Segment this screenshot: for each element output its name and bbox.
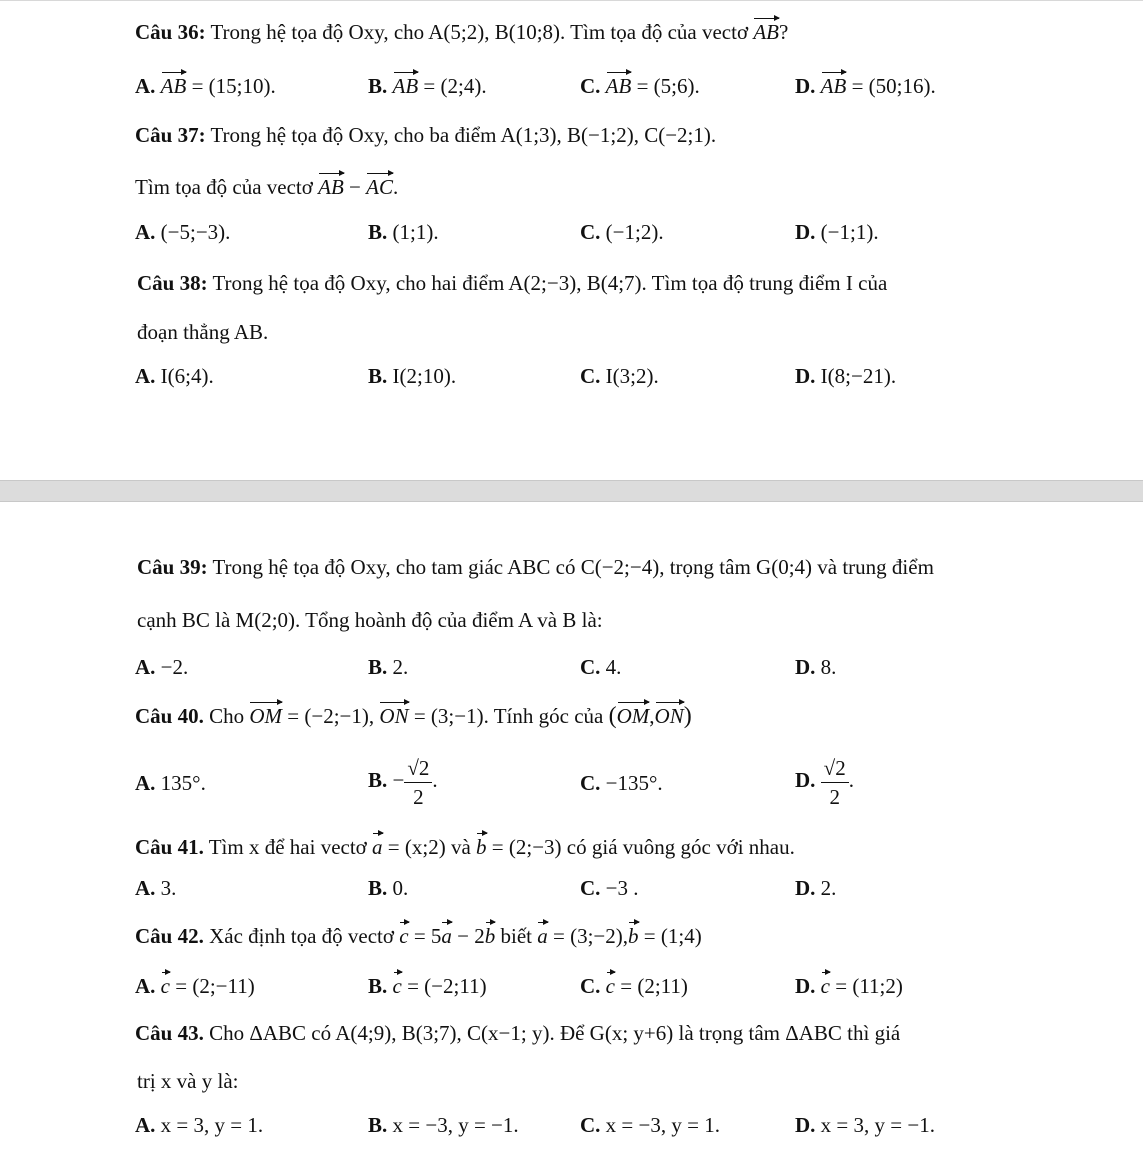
q43-option-b[interactable] (368, 1112, 519, 1138)
q37-text2: Tìm tọa độ của vectơ (135, 175, 313, 199)
q40-om-value: = (−2;−1), (287, 704, 375, 728)
q40-option-c[interactable] (580, 770, 663, 796)
option-vector: AB (161, 71, 187, 99)
option-letter: C. (580, 876, 601, 900)
option-value: (−1;1). (820, 220, 879, 244)
q43-text: Cho ΔABC có A(4;9), B(3;7), C(x−1; y). Để G(x; y+6) là trọng tâm ΔABC thì giá (209, 1021, 901, 1045)
option-vector: c (393, 971, 402, 999)
fraction-numerator: √2 (821, 754, 849, 783)
q41-option-c[interactable] (580, 875, 639, 901)
option-letter: D. (795, 768, 816, 792)
option-letter: D. (795, 1113, 816, 1137)
option-letter: C. (580, 364, 601, 388)
q37-vector-ac: AC (366, 172, 393, 200)
option-value: 0. (392, 876, 409, 900)
q42-given-b: b (628, 921, 639, 949)
option-value: = (50;16). (851, 74, 936, 98)
option-letter: C. (580, 74, 601, 98)
option-vector: c (821, 971, 830, 999)
q41-stem (135, 832, 795, 860)
option-value: 4. (605, 655, 622, 679)
option-value: = (11;2) (835, 974, 903, 998)
option-letter: D. (795, 74, 816, 98)
q37-stem (135, 122, 716, 148)
q42-vector-c: c (399, 921, 408, 949)
option-value: = (2;−11) (175, 974, 255, 998)
q42-given-a: a (537, 921, 548, 949)
q40-vector-om: OM (249, 701, 282, 729)
q43-option-c[interactable] (580, 1112, 720, 1138)
option-letter: D. (795, 220, 816, 244)
q40-option-b[interactable] (368, 750, 438, 811)
option-letter: B. (368, 974, 388, 998)
q38-text2: đoạn thẳng AB. (137, 320, 269, 344)
q36-option-a[interactable] (135, 71, 276, 99)
option-letter: A. (135, 655, 156, 679)
q42-stem (135, 921, 702, 949)
q42-text-pre: Xác định tọa độ vectơ (209, 924, 394, 948)
option-letter: D. (795, 876, 816, 900)
q36-target-vector: AB (753, 17, 779, 45)
q40-angle-close: ) (683, 703, 692, 729)
q40-angle-open: ( (608, 703, 617, 729)
q37-stem-2 (135, 172, 398, 200)
q42-eq1: = 5 (413, 924, 442, 948)
q41-vector-b: b (476, 832, 487, 860)
q38-stem (137, 270, 887, 296)
option-value: x = −3, y = −1. (392, 1113, 519, 1137)
option-letter: B. (368, 1113, 388, 1137)
option-value: (−1;2). (605, 220, 664, 244)
q41-text-pre: Tìm x để hai vectơ (208, 835, 367, 859)
q42-b-value: = (1;4) (643, 924, 702, 948)
q38-option-b[interactable] (368, 363, 456, 389)
q36-text: Trong hệ tọa độ Oxy, cho A(5;2), B(10;8). Tìm tọa độ của vectơ (210, 20, 749, 44)
q41-conj: và (450, 835, 471, 859)
q37-label: Câu 37: (135, 123, 206, 147)
option-value: 3. (160, 876, 177, 900)
q37-end: . (392, 175, 399, 199)
q41-option-d[interactable] (795, 875, 836, 901)
option-letter: A. (135, 364, 156, 388)
option-value: −3 . (605, 876, 639, 900)
option-fraction (404, 754, 432, 811)
option-value: = (5;6). (636, 74, 700, 98)
fraction-denominator: 2 (413, 784, 424, 809)
option-letter: B. (368, 74, 388, 98)
q40-stem (135, 701, 692, 729)
q42-mid: biết (500, 924, 533, 948)
option-value: I(2;10). (392, 364, 457, 388)
option-sign: − (392, 768, 405, 792)
q37-text: Trong hệ tọa độ Oxy, cho ba điểm A(1;3), B(−1;2), C(−2;1). (210, 123, 717, 147)
option-letter: C. (580, 220, 601, 244)
q41-option-b[interactable] (368, 875, 408, 901)
option-value: I(8;−21). (820, 364, 897, 388)
option-value: (−5;−3). (160, 220, 231, 244)
option-value: I(3;2). (605, 364, 659, 388)
q40-text-pre: Cho (209, 704, 245, 728)
q42-vector-a: a (441, 921, 452, 949)
q42-option-b[interactable] (368, 971, 487, 999)
q39-option-a[interactable] (135, 654, 188, 680)
q40-vector-on: ON (379, 701, 408, 729)
q43-stem (135, 1020, 900, 1046)
q40-option-d[interactable] (795, 750, 854, 811)
q38-stem-2 (137, 319, 268, 345)
fraction-denominator: 2 (829, 784, 840, 809)
q42-eq2: − 2 (451, 924, 485, 948)
option-letter: C. (580, 771, 601, 795)
option-end: . (432, 768, 438, 792)
q37-option-c[interactable] (580, 219, 664, 245)
option-value: x = 3, y = −1. (820, 1113, 935, 1137)
option-value: = (2;4). (423, 74, 487, 98)
q36-option-d[interactable] (795, 71, 936, 99)
option-letter: A. (135, 771, 156, 795)
q38-text: Trong hệ tọa độ Oxy, cho hai điểm A(2;−3), B(4;7). Tìm tọa độ trung điểm I của (212, 271, 888, 295)
option-value: x = −3, y = 1. (605, 1113, 720, 1137)
q37-minus: − (343, 175, 367, 199)
q36-stem (135, 17, 788, 45)
q41-option-a[interactable] (135, 875, 176, 901)
q40-option-a[interactable] (135, 770, 206, 796)
q39-option-b[interactable] (368, 654, 408, 680)
option-end: . (848, 768, 854, 792)
option-letter: A. (135, 1113, 156, 1137)
q43-text2: trị x và y là: (137, 1069, 239, 1093)
q39-stem-2 (137, 607, 603, 633)
q36-option-c[interactable] (580, 71, 700, 99)
fraction-numerator: √2 (404, 754, 432, 783)
q41-vector-a: a (372, 832, 383, 860)
option-value: = (2;11) (620, 974, 688, 998)
option-letter: B. (368, 768, 388, 792)
q40-angle-om: OM (617, 701, 650, 729)
option-vector: AB (393, 71, 419, 99)
option-value: = (15;10). (191, 74, 276, 98)
option-value: −2. (160, 655, 189, 679)
option-value: = (−2;11) (407, 974, 487, 998)
option-vector: AB (821, 71, 847, 99)
option-value: I(6;4). (160, 364, 214, 388)
q40-on-value: = (3;−1). Tính góc của (413, 704, 604, 728)
option-value: 2. (820, 876, 837, 900)
option-value: (1;1). (392, 220, 439, 244)
option-letter: B. (368, 220, 388, 244)
option-vector: AB (606, 71, 632, 99)
q42-vector-b: b (485, 921, 496, 949)
q39-text: Trong hệ tọa độ Oxy, cho tam giác ABC có C(−2;−4), trọng tâm G(0;4) và trung điểm (212, 555, 934, 579)
q39-text2: cạnh BC là M(2;0). Tổng hoành độ của điểm A và B là: (137, 608, 603, 632)
q38-option-a[interactable] (135, 363, 214, 389)
q43-option-a[interactable] (135, 1112, 263, 1138)
q38-label: Câu 38: (137, 271, 208, 295)
option-letter: D. (795, 974, 816, 998)
option-letter: B. (368, 876, 388, 900)
option-vector: c (161, 971, 170, 999)
q37-option-a[interactable] (135, 219, 230, 245)
q42-option-a[interactable] (135, 971, 255, 999)
option-value: x = 3, y = 1. (160, 1113, 264, 1137)
option-letter: A. (135, 220, 156, 244)
q38-option-d[interactable] (795, 363, 896, 389)
option-letter: D. (795, 655, 816, 679)
option-value: −135°. (605, 771, 663, 795)
q43-stem-2 (137, 1068, 238, 1094)
q41-a-value: = (x;2) (387, 835, 446, 859)
q42-option-d[interactable] (795, 971, 903, 999)
q40-angle-on: ON (655, 701, 684, 729)
q38-option-c[interactable] (580, 363, 659, 389)
option-letter: A. (135, 74, 156, 98)
option-letter: B. (368, 655, 388, 679)
q43-option-d[interactable] (795, 1112, 935, 1138)
option-letter: C. (580, 1113, 601, 1137)
q39-label: Câu 39: (137, 555, 208, 579)
option-letter: A. (135, 876, 156, 900)
q39-stem (137, 554, 934, 580)
q42-option-c[interactable] (580, 971, 688, 999)
q37-option-b[interactable] (368, 219, 439, 245)
option-value: 2. (392, 655, 409, 679)
option-letter: C. (580, 974, 601, 998)
q39-option-c[interactable] (580, 654, 621, 680)
q39-option-d[interactable] (795, 654, 836, 680)
page-break (0, 480, 1143, 502)
q43-label: Câu 43. (135, 1021, 204, 1045)
option-letter: B. (368, 364, 388, 388)
option-value: 135°. (160, 771, 206, 795)
q36-end: ? (778, 20, 789, 44)
option-fraction (821, 754, 849, 811)
q40-angle-sep: , (649, 704, 655, 728)
q42-label: Câu 42. (135, 924, 204, 948)
q40-label: Câu 40. (135, 704, 204, 728)
q37-option-d[interactable] (795, 219, 879, 245)
q36-option-b[interactable] (368, 71, 487, 99)
option-letter: A. (135, 974, 156, 998)
q41-label: Câu 41. (135, 835, 204, 859)
q42-a-value: = (3;−2), (553, 924, 629, 948)
top-divider (0, 0, 1143, 1)
q41-b-value: = (2;−3) có giá vuông góc với nhau. (491, 835, 795, 859)
option-vector: c (606, 971, 615, 999)
q37-vector-ab: AB (318, 172, 344, 200)
option-letter: D. (795, 364, 816, 388)
option-letter: C. (580, 655, 601, 679)
option-value: 8. (820, 655, 837, 679)
q36-label: Câu 36: (135, 20, 206, 44)
